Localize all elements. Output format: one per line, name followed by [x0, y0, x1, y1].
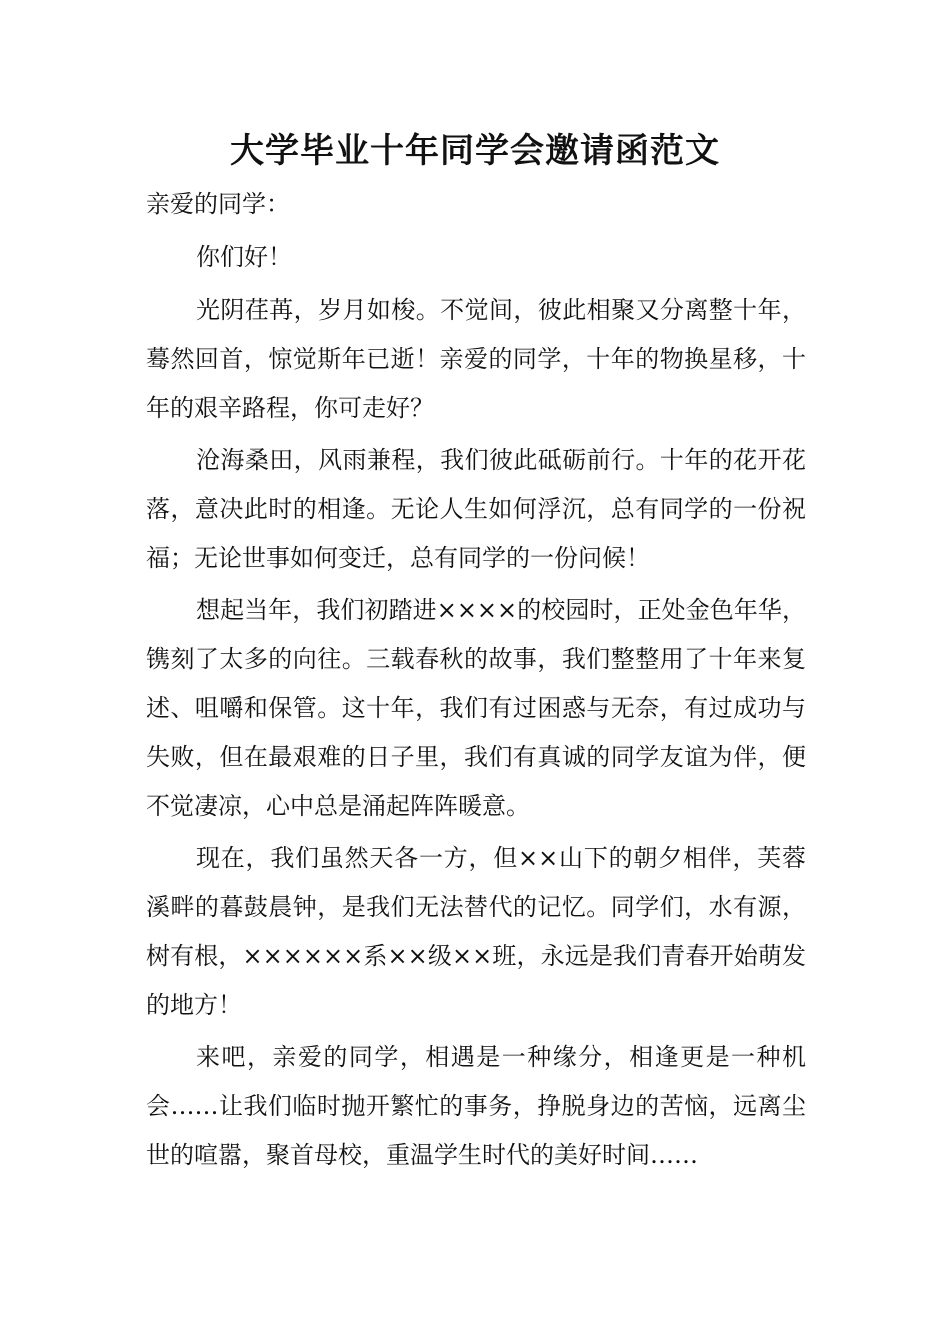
paragraph: 想起当年，我们初踏进××××的校园时，正处金色年华，镌刻了太多的向往。三载春秋的故事，我们整整用了十年来复述、咀嚼和保管。这十年，我们有过困惑与无奈，有过成功与失败，但在最艰难的日子里，我们有真诚的同学友谊为伴，便不觉凄凉，心中总是涌起阵阵暖意。: [146, 596, 806, 820]
document-title: 大学毕业十年同学会邀请函范文: [230, 131, 720, 171]
paragraph: 现在，我们虽然天各一方，但××山下的朝夕相伴，芙蓉溪畔的暮鼓晨钟，是我们无法替代的记忆。同学们，水有源，树有根，××××××系××级××班，永远是我们青春开始萌发的地方！: [146, 844, 806, 1019]
paragraph: 来吧，亲爱的同学，相遇是一种缘分，相逢更是一种机会……让我们临时抛开繁忙的事务，挣脱身边的苦恼，远离尘世的喧嚣，聚首母校，重温学生时代的美好时间……: [146, 1043, 806, 1169]
paragraph: 光阴荏苒，岁月如梭。不觉间，彼此相聚又分离整十年，蓦然回首，惊觉斯年已逝！亲爱的同学，十年的物换星移，十年的艰辛路程，你可走好？: [146, 296, 806, 422]
letter-body: [146, 180, 806, 1183]
salutation: 亲爱的同学：: [146, 190, 290, 218]
greeting: 你们好！: [196, 243, 292, 271]
paragraph: 沧海桑田，风雨兼程，我们彼此砥砺前行。十年的花开花落，意决此时的相逢。无论人生如何浮沉，总有同学的一份祝福；无论世事如何变迁，总有同学的一份问候！: [146, 446, 806, 572]
